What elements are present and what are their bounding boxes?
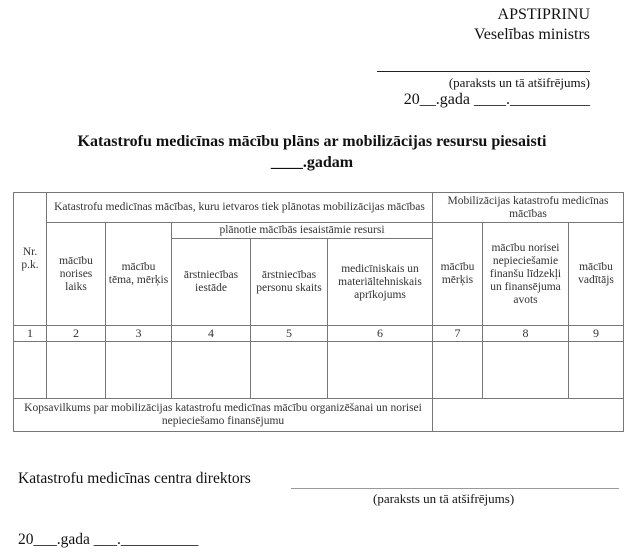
summary-label: Kopsavilkums par mobilizācijas katastrofu medicīnas mācību organizēšanai un norisei nepieciešamo finansējumu [14, 399, 433, 432]
col-institution: ārstniecības iestāde [172, 239, 251, 326]
title-line-1: Katastrofu medicīnas mācību plāns ar mobilizācijas resursu piesaisti [77, 133, 547, 150]
cell[interactable] [172, 342, 251, 399]
cell[interactable] [106, 342, 172, 399]
summary-value[interactable] [433, 399, 624, 432]
col-equipment: medicīniskais un materiāltehniskais aprīkojums [328, 239, 433, 326]
col-finance: mācību norisei nepieciešamie finanšu līdzekļi un finansējuma avots [483, 223, 569, 326]
col-goal: mācību mērķis [433, 223, 483, 326]
col-num: 7 [433, 326, 483, 342]
cell[interactable] [569, 342, 624, 399]
cell[interactable] [251, 342, 328, 399]
col-num: 5 [251, 326, 328, 342]
col-num: 6 [328, 326, 433, 342]
signer-label: Katastrofu medicīnas centra direktors [18, 470, 251, 487]
col-num: 2 [47, 326, 106, 342]
plan-table [13, 192, 624, 432]
signer-date-line: 20___.gada ___.__________ [18, 531, 199, 548]
cell[interactable] [47, 342, 106, 399]
signer-signature-line[interactable] [291, 488, 619, 489]
col-leader: mācību vadītājs [569, 223, 624, 326]
approval-position: Veselības ministrs [474, 26, 590, 43]
approval-signature-line[interactable] [377, 71, 590, 72]
signer-signature-caption: (paraksts un tā atšifrējums) [373, 491, 515, 506]
resources-header: plānotie mācībās iesaistāmie resursi [172, 223, 433, 239]
approval-heading: APSTIPRINU [497, 6, 590, 23]
col-topic: mācību tēma, mērķis [106, 223, 172, 326]
col-num: 1 [14, 326, 47, 342]
page-title [0, 131, 624, 173]
col-time: mācību norises laiks [47, 223, 106, 326]
cell[interactable] [483, 342, 569, 399]
column-number-row [14, 326, 624, 342]
col-num: 4 [172, 326, 251, 342]
cell[interactable] [14, 342, 47, 399]
col-num: 3 [106, 326, 172, 342]
summary-row [14, 399, 624, 432]
cell[interactable] [328, 342, 433, 399]
col-num: 9 [569, 326, 624, 342]
col-num: 8 [483, 326, 569, 342]
col-personnel: ārstniecības personu skaits [251, 239, 328, 326]
col-nr: Nr. p.k. [14, 193, 47, 326]
group2-header: Mobilizācijas katastrofu medicīnas mācības [433, 193, 624, 223]
cell[interactable] [433, 342, 483, 399]
table-row [14, 342, 624, 399]
approval-date-line: 20__.gada ____.__________ [403, 91, 590, 108]
title-line-2: ____.gadam [270, 154, 354, 171]
approval-signature-caption: (paraksts un tā atšifrējums) [448, 75, 590, 90]
group1-header: Katastrofu medicīnas mācības, kuru ietvaros tiek plānotas mobilizācijas mācības [47, 193, 433, 223]
